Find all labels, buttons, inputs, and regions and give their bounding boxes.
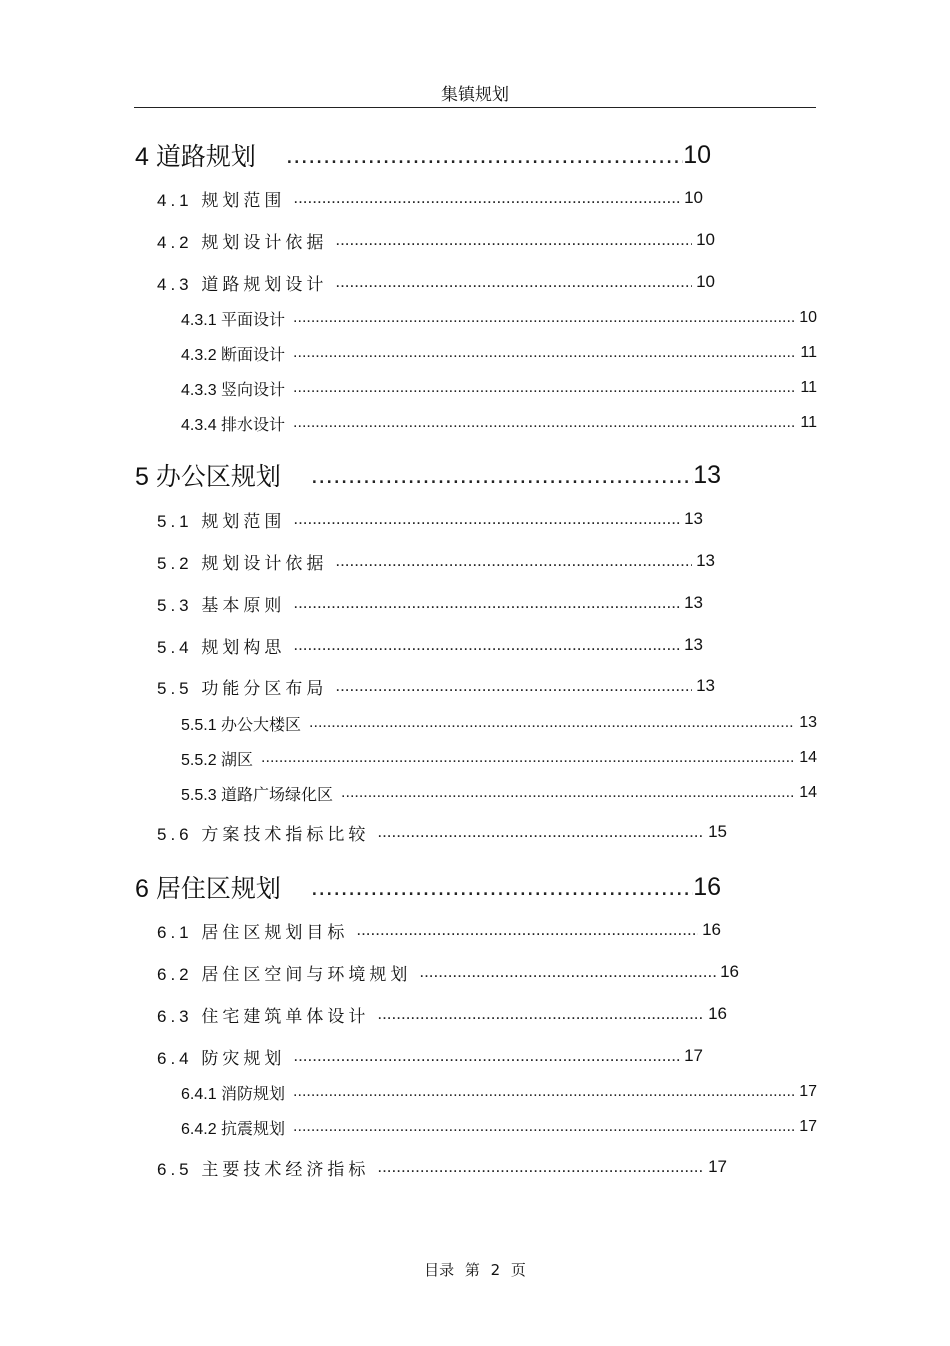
toc-page: 14 [799, 749, 817, 766]
toc-page: 11 [800, 379, 817, 396]
toc-page: 13 [693, 460, 721, 489]
toc-page: 17 [799, 1083, 817, 1100]
toc-label: 5.5.1 办公大楼区 [181, 716, 302, 734]
toc-label: 4.3 道路规划设计 [157, 274, 328, 294]
toc-label: 4.3.2 断面设计 [181, 346, 286, 364]
toc-leader [377, 1004, 704, 1024]
toc-label: 6.2 居住区空间与环境规划 [157, 964, 412, 984]
toc-page: 15 [708, 822, 727, 841]
toc-label: 5 办公区规划 [135, 463, 281, 491]
toc-item-6-2[interactable] [157, 960, 739, 984]
toc-leader [311, 461, 693, 490]
toc-page: 10 [799, 309, 817, 326]
toc-item-6-4-2[interactable] [181, 1116, 817, 1138]
toc-label: 4.3.3 竖向设计 [181, 381, 286, 399]
toc-page: 13 [696, 551, 715, 570]
toc-label: 4 道路规划 [135, 143, 256, 171]
toc-leader [335, 676, 692, 696]
toc-page: 17 [684, 1046, 703, 1065]
toc-page: 16 [720, 962, 739, 981]
toc-leader [293, 593, 680, 613]
toc-label: 6 居住区规划 [135, 875, 281, 903]
toc-page: 10 [696, 230, 715, 249]
toc-chapter-6[interactable] [135, 871, 721, 903]
toc-label: 5.3 基本原则 [157, 595, 286, 615]
toc-leader [335, 230, 692, 250]
toc-leader [286, 141, 683, 170]
toc-label: 5.2 规划设计依据 [157, 553, 328, 573]
toc-item-5-6[interactable] [157, 820, 727, 844]
toc-item-5-1[interactable] [157, 507, 703, 531]
page-header: 集镇规划 [441, 85, 509, 105]
toc-leader [293, 635, 680, 655]
toc-label: 6.1 居住区规划目标 [157, 922, 349, 942]
toc-leader [293, 1118, 795, 1136]
toc-chapter-4[interactable] [135, 139, 711, 171]
toc-item-6-4[interactable] [157, 1044, 703, 1068]
toc-item-5-2[interactable] [157, 549, 715, 573]
toc-page: 13 [696, 676, 715, 695]
toc-leader [293, 509, 680, 529]
toc-page: 10 [696, 272, 715, 291]
toc-page: 11 [800, 344, 817, 361]
toc-item-5-3[interactable] [157, 591, 703, 615]
toc-leader [261, 749, 795, 767]
toc-item-6-1[interactable] [157, 918, 721, 942]
toc-leader [341, 784, 795, 802]
toc-leader [293, 309, 795, 327]
toc-page: 17 [708, 1157, 727, 1176]
toc-page: 13 [684, 635, 703, 654]
toc-label: 6.4 防灾规划 [157, 1048, 286, 1068]
toc-page: 16 [708, 1004, 727, 1023]
toc-leader [335, 272, 692, 292]
toc-page: 13 [684, 509, 703, 528]
toc-item-5-5-2[interactable] [181, 747, 817, 769]
toc-page: 16 [693, 872, 721, 901]
toc-item-5-5-3[interactable] [181, 782, 817, 804]
toc-label: 4.1 规划范围 [157, 190, 286, 210]
toc-item-5-4[interactable] [157, 633, 703, 657]
toc-label: 4.3.1 平面设计 [181, 311, 286, 329]
toc-item-4-2[interactable] [157, 228, 715, 252]
toc-leader [419, 962, 716, 982]
toc-item-6-5[interactable] [157, 1155, 727, 1179]
toc-leader [377, 1157, 704, 1177]
toc-label: 6.3 住宅建筑单体设计 [157, 1006, 370, 1026]
toc-label: 6.5 主要技术经济指标 [157, 1159, 370, 1179]
toc-leader [293, 414, 796, 432]
toc-leader [293, 1046, 680, 1066]
toc-item-4-3-3[interactable] [181, 377, 817, 399]
toc-item-5-5-1[interactable] [181, 712, 817, 734]
toc-page: 16 [702, 920, 721, 939]
toc-item-4-3-2[interactable] [181, 342, 817, 364]
toc-label: 5.5.2 湖区 [181, 751, 254, 769]
toc-item-5-5[interactable] [157, 674, 715, 698]
toc-label: 4.2 规划设计依据 [157, 232, 328, 252]
toc-label: 6.4.1 消防规划 [181, 1085, 286, 1103]
toc-leader [335, 551, 692, 571]
toc-leader [293, 344, 796, 362]
toc-page: 13 [799, 714, 817, 731]
toc-leader [311, 873, 693, 902]
toc-page: 14 [799, 784, 817, 801]
toc-leader [293, 1083, 795, 1101]
toc-label: 5.6 方案技术指标比较 [157, 824, 370, 844]
toc-item-4-3[interactable] [157, 270, 715, 294]
toc-leader [356, 920, 698, 940]
toc-label: 5.1 规划范围 [157, 511, 286, 531]
toc-page: 13 [684, 593, 703, 612]
toc-page: 10 [684, 188, 703, 207]
toc-page: 10 [683, 140, 711, 169]
toc-item-4-1[interactable] [157, 186, 703, 210]
toc-label: 4.3.4 排水设计 [181, 416, 286, 434]
toc-page: 17 [799, 1118, 817, 1135]
toc-page: 11 [800, 414, 817, 431]
toc-leader [293, 188, 680, 208]
toc-label: 5.5.3 道路广场绿化区 [181, 786, 334, 804]
toc-label: 5.4 规划构思 [157, 637, 286, 657]
toc-label: 5.5 功能分区布局 [157, 678, 328, 698]
toc-item-4-3-4[interactable] [181, 412, 817, 434]
toc-leader [377, 822, 704, 842]
toc-item-6-4-1[interactable] [181, 1081, 817, 1103]
toc-label: 6.4.2 抗震规划 [181, 1120, 286, 1138]
toc-item-4-3-1[interactable] [181, 307, 817, 329]
toc-chapter-5[interactable] [135, 459, 721, 491]
page-footer: 目录 第 2 页 [424, 1261, 526, 1279]
toc-leader [309, 714, 795, 732]
toc-leader [293, 379, 796, 397]
toc-item-6-3[interactable] [157, 1002, 727, 1026]
